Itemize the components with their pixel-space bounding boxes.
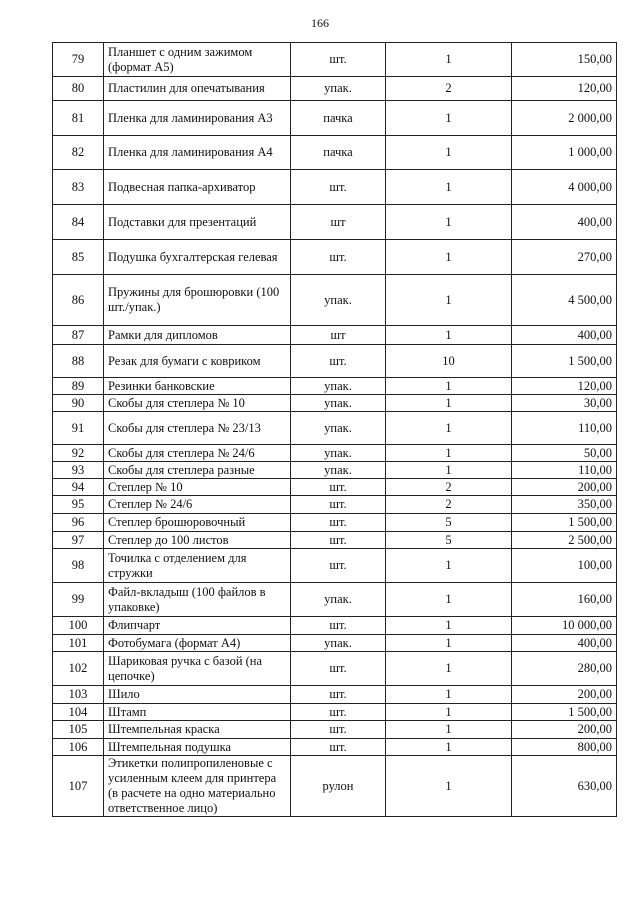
item-price: 120,00 bbox=[512, 378, 617, 395]
item-number: 85 bbox=[53, 240, 104, 275]
item-name: Подвесная папка-архиватор bbox=[104, 170, 291, 205]
item-price: 1 500,00 bbox=[512, 514, 617, 532]
item-name: Скобы для степлера № 10 bbox=[104, 395, 291, 412]
item-number: 103 bbox=[53, 686, 104, 704]
item-number: 87 bbox=[53, 326, 104, 345]
table-row bbox=[53, 275, 617, 326]
item-number: 102 bbox=[53, 652, 104, 686]
item-name: Шариковая ручка с базой (на цепочке) bbox=[104, 652, 291, 686]
item-quantity: 1 bbox=[386, 617, 512, 635]
item-number: 82 bbox=[53, 136, 104, 170]
table-row bbox=[53, 240, 617, 275]
item-price: 200,00 bbox=[512, 479, 617, 496]
item-number: 90 bbox=[53, 395, 104, 412]
table-row bbox=[53, 170, 617, 205]
item-unit: шт. bbox=[291, 479, 386, 496]
item-price: 4 000,00 bbox=[512, 170, 617, 205]
table-row bbox=[53, 549, 617, 583]
item-quantity: 5 bbox=[386, 532, 512, 549]
item-unit: шт. bbox=[291, 170, 386, 205]
table-row bbox=[53, 445, 617, 462]
table-row bbox=[53, 739, 617, 756]
item-price: 1 500,00 bbox=[512, 704, 617, 721]
item-name: Рамки для дипломов bbox=[104, 326, 291, 345]
table-row bbox=[53, 652, 617, 686]
item-quantity: 1 bbox=[386, 395, 512, 412]
item-number: 106 bbox=[53, 739, 104, 756]
item-unit: шт. bbox=[291, 496, 386, 514]
item-price: 280,00 bbox=[512, 652, 617, 686]
page-number: 166 bbox=[311, 16, 329, 30]
table-row bbox=[53, 496, 617, 514]
item-unit: шт. bbox=[291, 532, 386, 549]
item-unit: рулон bbox=[291, 756, 386, 817]
table-row bbox=[53, 635, 617, 652]
table-row bbox=[53, 721, 617, 739]
item-number: 84 bbox=[53, 205, 104, 240]
item-quantity: 1 bbox=[386, 275, 512, 326]
item-unit: шт. bbox=[291, 240, 386, 275]
item-price: 1 000,00 bbox=[512, 136, 617, 170]
item-unit: шт. bbox=[291, 686, 386, 704]
item-unit: упак. bbox=[291, 583, 386, 617]
item-quantity: 1 bbox=[386, 583, 512, 617]
item-name: Степлер брошюровочный bbox=[104, 514, 291, 532]
item-name: Пленка для ламинирования А3 bbox=[104, 101, 291, 136]
item-unit: упак. bbox=[291, 275, 386, 326]
item-quantity: 1 bbox=[386, 635, 512, 652]
item-unit: шт. bbox=[291, 549, 386, 583]
item-name: Штамп bbox=[104, 704, 291, 721]
item-number: 79 bbox=[53, 43, 104, 77]
item-number: 91 bbox=[53, 412, 104, 445]
item-unit: шт bbox=[291, 205, 386, 240]
table-row bbox=[53, 378, 617, 395]
item-unit: упак. bbox=[291, 635, 386, 652]
item-number: 99 bbox=[53, 583, 104, 617]
table-row bbox=[53, 617, 617, 635]
item-price: 4 500,00 bbox=[512, 275, 617, 326]
item-number: 80 bbox=[53, 77, 104, 101]
item-name: Подушка бухгалтерская гелевая bbox=[104, 240, 291, 275]
table-row bbox=[53, 462, 617, 479]
item-unit: шт. bbox=[291, 652, 386, 686]
item-quantity: 1 bbox=[386, 412, 512, 445]
item-name: Планшет с одним зажимом (формат А5) bbox=[104, 43, 291, 77]
table-row bbox=[53, 532, 617, 549]
item-number: 100 bbox=[53, 617, 104, 635]
item-price: 630,00 bbox=[512, 756, 617, 817]
item-price: 120,00 bbox=[512, 77, 617, 101]
item-number: 89 bbox=[53, 378, 104, 395]
item-quantity: 1 bbox=[386, 136, 512, 170]
table-row bbox=[53, 326, 617, 345]
item-quantity: 1 bbox=[386, 170, 512, 205]
item-price: 400,00 bbox=[512, 205, 617, 240]
item-number: 83 bbox=[53, 170, 104, 205]
item-name: Пружины для брошюровки (100 шт./упак.) bbox=[104, 275, 291, 326]
item-number: 92 bbox=[53, 445, 104, 462]
item-name: Пленка для ламинирования А4 bbox=[104, 136, 291, 170]
item-number: 104 bbox=[53, 704, 104, 721]
item-quantity: 1 bbox=[386, 739, 512, 756]
item-number: 96 bbox=[53, 514, 104, 532]
item-number: 93 bbox=[53, 462, 104, 479]
item-quantity: 1 bbox=[386, 205, 512, 240]
item-price: 2 000,00 bbox=[512, 101, 617, 136]
item-price: 400,00 bbox=[512, 635, 617, 652]
item-price: 350,00 bbox=[512, 496, 617, 514]
item-number: 98 bbox=[53, 549, 104, 583]
table-row bbox=[53, 136, 617, 170]
item-price: 110,00 bbox=[512, 412, 617, 445]
item-name: Этикетки полипропиленовые с усиленным клеем для принтера (в расчете на одно материально ответственное лицо) bbox=[104, 756, 291, 817]
item-number: 107 bbox=[53, 756, 104, 817]
item-name: Шило bbox=[104, 686, 291, 704]
item-quantity: 1 bbox=[386, 378, 512, 395]
item-quantity: 1 bbox=[386, 756, 512, 817]
item-number: 88 bbox=[53, 345, 104, 378]
item-unit: пачка bbox=[291, 136, 386, 170]
item-unit: шт. bbox=[291, 617, 386, 635]
item-name: Скобы для степлера разные bbox=[104, 462, 291, 479]
item-unit: упак. bbox=[291, 412, 386, 445]
item-name: Пластилин для опечатывания bbox=[104, 77, 291, 101]
item-quantity: 1 bbox=[386, 326, 512, 345]
item-unit: шт. bbox=[291, 739, 386, 756]
item-quantity: 1 bbox=[386, 240, 512, 275]
item-number: 94 bbox=[53, 479, 104, 496]
item-quantity: 5 bbox=[386, 514, 512, 532]
table-row bbox=[53, 583, 617, 617]
item-quantity: 1 bbox=[386, 43, 512, 77]
item-number: 81 bbox=[53, 101, 104, 136]
item-number: 101 bbox=[53, 635, 104, 652]
item-quantity: 1 bbox=[386, 101, 512, 136]
item-price: 2 500,00 bbox=[512, 532, 617, 549]
item-number: 95 bbox=[53, 496, 104, 514]
item-price: 200,00 bbox=[512, 721, 617, 739]
item-price: 110,00 bbox=[512, 462, 617, 479]
item-name: Резак для бумаги с ковриком bbox=[104, 345, 291, 378]
table-row bbox=[53, 756, 617, 817]
item-quantity: 1 bbox=[386, 652, 512, 686]
item-unit: шт. bbox=[291, 345, 386, 378]
table-row bbox=[53, 101, 617, 136]
item-quantity: 10 bbox=[386, 345, 512, 378]
item-unit: шт. bbox=[291, 704, 386, 721]
item-price: 150,00 bbox=[512, 43, 617, 77]
item-quantity: 2 bbox=[386, 496, 512, 514]
item-name: Скобы для степлера № 24/6 bbox=[104, 445, 291, 462]
table-row bbox=[53, 395, 617, 412]
item-quantity: 2 bbox=[386, 479, 512, 496]
table-row bbox=[53, 43, 617, 77]
table-row bbox=[53, 514, 617, 532]
item-unit: пачка bbox=[291, 101, 386, 136]
table-row bbox=[53, 412, 617, 445]
items-table bbox=[52, 42, 617, 817]
item-price: 50,00 bbox=[512, 445, 617, 462]
item-price: 1 500,00 bbox=[512, 345, 617, 378]
items-table-body bbox=[53, 43, 617, 817]
item-name: Флипчарт bbox=[104, 617, 291, 635]
table-row bbox=[53, 77, 617, 101]
item-unit: упак. bbox=[291, 445, 386, 462]
item-unit: шт. bbox=[291, 514, 386, 532]
item-name: Точилка с отделением для стружки bbox=[104, 549, 291, 583]
item-name: Резинки банковские bbox=[104, 378, 291, 395]
item-name: Степлер № 24/6 bbox=[104, 496, 291, 514]
table-row bbox=[53, 686, 617, 704]
item-price: 200,00 bbox=[512, 686, 617, 704]
item-name: Степлер № 10 bbox=[104, 479, 291, 496]
item-quantity: 2 bbox=[386, 77, 512, 101]
item-price: 100,00 bbox=[512, 549, 617, 583]
item-number: 97 bbox=[53, 532, 104, 549]
item-unit: шт. bbox=[291, 721, 386, 739]
item-number: 105 bbox=[53, 721, 104, 739]
item-price: 800,00 bbox=[512, 739, 617, 756]
item-name: Скобы для степлера № 23/13 bbox=[104, 412, 291, 445]
table-row bbox=[53, 205, 617, 240]
item-number: 86 bbox=[53, 275, 104, 326]
item-name: Фотобумага (формат А4) bbox=[104, 635, 291, 652]
item-name: Штемпельная краска bbox=[104, 721, 291, 739]
item-name: Файл-вкладыш (100 файлов в упаковке) bbox=[104, 583, 291, 617]
table-row bbox=[53, 479, 617, 496]
table-row bbox=[53, 345, 617, 378]
item-price: 400,00 bbox=[512, 326, 617, 345]
item-unit: упак. bbox=[291, 77, 386, 101]
item-unit: шт. bbox=[291, 43, 386, 77]
item-price: 160,00 bbox=[512, 583, 617, 617]
item-price: 30,00 bbox=[512, 395, 617, 412]
table-row bbox=[53, 704, 617, 721]
item-price: 10 000,00 bbox=[512, 617, 617, 635]
item-name: Степлер до 100 листов bbox=[104, 532, 291, 549]
item-unit: упак. bbox=[291, 378, 386, 395]
item-quantity: 1 bbox=[386, 549, 512, 583]
item-unit: шт bbox=[291, 326, 386, 345]
item-name: Штемпельная подушка bbox=[104, 739, 291, 756]
item-quantity: 1 bbox=[386, 462, 512, 479]
item-name: Подставки для презентаций bbox=[104, 205, 291, 240]
item-quantity: 1 bbox=[386, 686, 512, 704]
item-quantity: 1 bbox=[386, 721, 512, 739]
item-quantity: 1 bbox=[386, 445, 512, 462]
item-unit: упак. bbox=[291, 395, 386, 412]
item-price: 270,00 bbox=[512, 240, 617, 275]
item-quantity: 1 bbox=[386, 704, 512, 721]
item-unit: упак. bbox=[291, 462, 386, 479]
